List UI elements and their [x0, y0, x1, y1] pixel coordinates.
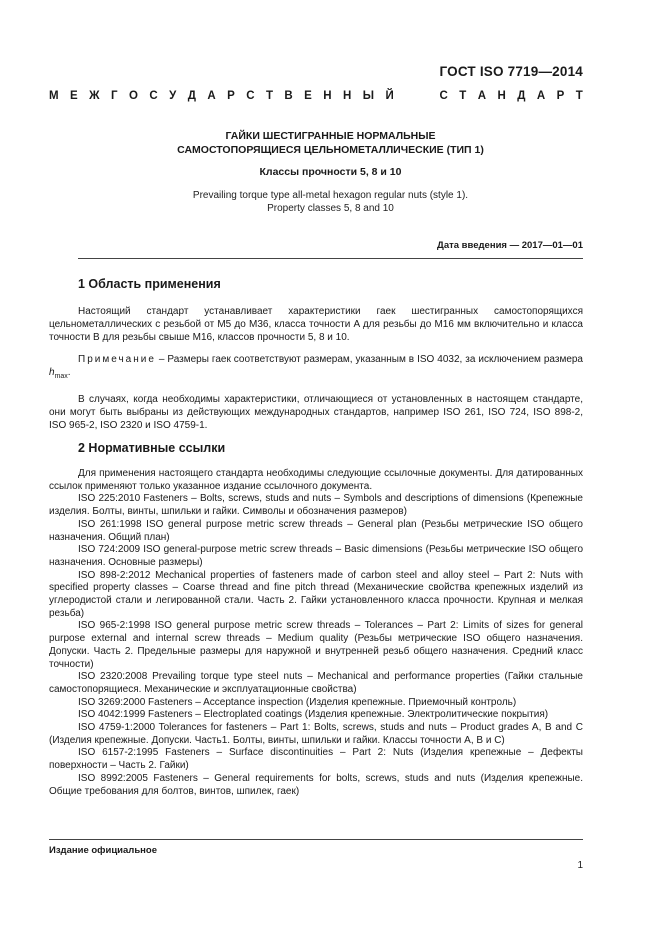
english-title-line-2: Property classes 5, 8 and 10 [267, 202, 394, 214]
references-intro: Для применения настоящего стандарта необходимы следующие ссылочные документы. Для датированных ссылок применяют только указанное издание ссылочного документа. [49, 468, 583, 492]
section-1-paragraph-2-text: В случаях, когда необходимы характеристики, отличающиеся от установленных в настоящем стандарте, они могут быть выбраны из действующих международных стандартов, например ISO 261, ISO 724, ISO 898-2, ISO 965-2, ISO 2320 и ISO 4759-1. [49, 394, 583, 431]
english-title [78, 190, 583, 215]
interstate-letter: Р [556, 90, 565, 102]
interstate-letter: Е [304, 90, 312, 102]
interstate-letter: С [149, 90, 158, 102]
interstate-letter: Т [575, 90, 583, 102]
note-end: . [67, 367, 71, 378]
reference-item: ISO 724:2009 ISO general-purpose metric screw threads – Basic dimensions (Резьбы метрические ISO общего назначения. Основные размеры) [49, 544, 583, 568]
interstate-letter: М [49, 90, 59, 102]
section-1-paragraph-2 [49, 393, 583, 432]
official-edition-label: Издание официальное [49, 845, 157, 856]
interstate-letter: Н [497, 90, 506, 102]
interstate-letter: Ы [362, 90, 375, 102]
interstate-letter: Д [187, 90, 196, 102]
note-label: Примечание [78, 354, 156, 365]
standard-code: ГОСТ ISO 7719—2014 [439, 64, 583, 79]
interstate-letter: Н [323, 90, 332, 102]
interstate-letter: Н [343, 90, 352, 102]
section-1-paragraph-1 [49, 305, 583, 344]
property-classes-title: Классы прочности 5, 8 и 10 [259, 166, 402, 178]
section-2-heading: 2 Нормативные ссылки [78, 441, 226, 455]
title-block [78, 129, 583, 215]
note-symbol: h [49, 367, 55, 378]
section-1-heading: 1 Область применения [78, 277, 221, 291]
interstate-letter: У [169, 90, 177, 102]
header-divider [78, 258, 583, 259]
interstate-letter: Т [265, 90, 273, 102]
interstate-letter: Г [110, 90, 118, 102]
reference-item: ISO 6157-2:1995 Fasteners – Surface discontinuities – Part 2: Nuts (Изделия крепежные – Дефекты поверхности – Часть 2. Гайки) [49, 747, 583, 772]
footer-divider [49, 839, 583, 840]
reference-item: ISO 3269:2000 Fasteners – Acceptance inspection (Изделия крепежные. Приемочный контроль) [78, 696, 517, 708]
reference-item: ISO 965-2:1998 ISO general purpose metric screw threads – Tolerances – Part 2: Limits of sizes for general purpose external and internal screw threads – Medium quality (Резьбы метрические ISO общего назначения. Допуски. Часть 2. Предельные размеры для наружной и внутренней резьб общего назначения. Средний класс точности) [49, 620, 583, 670]
reference-item: ISO 898-2:2012 Mechanical properties of fasteners made of carbon steel and alloy steel – Part 2: Nuts with specified property classes – Coarse thread and fine pitch thread (Механические свойства крепежных изделий из углеродистой стали и легированной стали. Часть 2. Гайки установленного класса прочности. Крупная и мелкая резьба) [49, 569, 583, 619]
interstate-letter: Й [385, 90, 394, 102]
interstate-letter: О [128, 90, 138, 102]
interstate-letter: А [536, 90, 546, 102]
reference-item: ISO 8992:2005 Fasteners – General requirements for bolts, screws, studs and nuts (Изделия крепежные. Общие требования для болтов, винтов, шпилек, гаек) [49, 772, 583, 797]
interstate-letter: Е [70, 90, 78, 102]
interstate-letter: Д [517, 90, 526, 102]
interstate-letter: А [477, 90, 487, 102]
section-1-note [49, 353, 583, 383]
reference-item: ISO 4042:1999 Fasteners – Electroplated coatings (Изделия крепежные. Электролитические покрытия) [78, 709, 549, 721]
reference-item: ISO 225:2010 Fasteners – Bolts, screws, studs and nuts – Symbols and descriptions of dimensions (Крепежные изделия. Болты, винты, шпильки и гайки. Символы и обозначения размеров) [49, 493, 583, 518]
title-line-2: САМОСТОПОРЯЩИЕСЯ ЦЕЛЬНОМЕТАЛЛИЧЕСКИЕ (ТИП 1) [177, 144, 484, 156]
interstate-letter: А [207, 90, 216, 102]
section-1-paragraph-1-text: Настоящий стандарт устанавливает характеристики гаек шестигранных самостопорящихся цельнометаллических с резьбой от M5 до M36, класса точности A для резьбы до M16 мм включительно и класса точности B для резьбы свыше M16, классов прочности 5, 8 и 10. [49, 306, 583, 343]
interstate-letter: С [439, 90, 448, 102]
interstate-letter: Т [459, 90, 467, 102]
note-text: – Размеры гаек соответствуют размерам, указанным в ISO 4032, за исключением размера [155, 354, 583, 365]
interstate-letter: Р [227, 90, 235, 102]
reference-item: ISO 4759-1:2000 Tolerances for fasteners – Part 1: Bolts, screws, studs and nuts – Product grades A, B and C (Изделия крепежные. Допуски. Часть1. Болты, винты, шпильки и гайки. Классы точности A, B и C) [49, 722, 583, 746]
introduction-date: Дата введения — 2017—01—01 [437, 240, 583, 251]
reference-item: ISO 261:1998 ISO general purpose metric screw threads – General plan (Резьбы метрические ISO общего назначения. Общий план) [49, 518, 583, 543]
reference-item: ISO 2320:2008 Prevailing torque type steel nuts – Mechanical and performance properties (Гайки стальные самостопорящиеся. Механические и эксплуатационные свойства) [49, 671, 583, 695]
normative-references [49, 468, 583, 798]
interstate-standard-heading [49, 90, 583, 102]
english-title-line-1: Prevailing torque type all-metal hexagon regular nuts (style 1). [192, 190, 469, 201]
interstate-letter: С [246, 90, 255, 102]
title-line-1: ГАЙКИ ШЕСТИГРАННЫЕ НОРМАЛЬНЫЕ [225, 130, 436, 142]
page-number: 1 [577, 860, 583, 871]
interstate-letter: В [284, 90, 293, 102]
note-subscript: max [54, 373, 68, 380]
interstate-letter: Ж [89, 90, 100, 102]
